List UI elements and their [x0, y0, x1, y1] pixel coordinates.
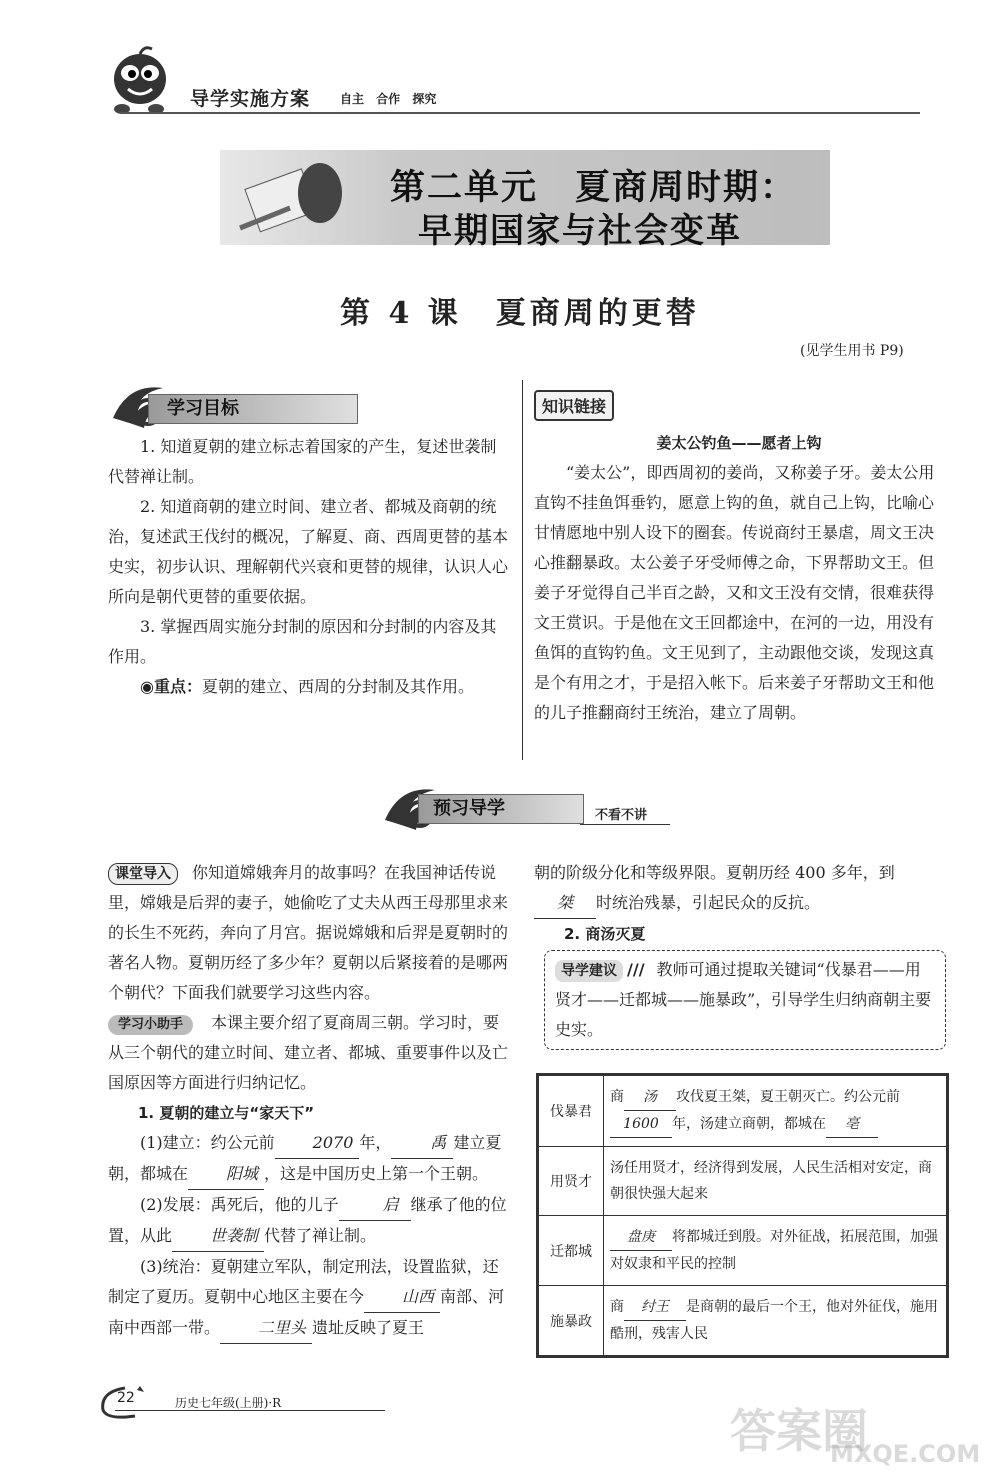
goals-list — [108, 432, 508, 702]
intro-paragraph — [108, 858, 508, 1008]
unit-title-line2: 早期国家与社会变革 — [418, 211, 742, 251]
key-point-label: ◉重点： — [140, 677, 202, 696]
answer-blank: 汤 — [624, 1084, 676, 1111]
goal-item: 3. 掌握西周实施分封制的原因和分封制的内容及其作用。 — [108, 617, 497, 666]
row-content: 盘庚 将都城迁到殷。对外征战，拓展范围，加强对奴隶和平民的控制 — [604, 1216, 947, 1286]
lesson-reference: (见学生用书 P9) — [800, 343, 904, 359]
shang-table — [536, 1073, 949, 1358]
knowledge-divider — [522, 380, 523, 760]
table-row — [539, 1147, 947, 1216]
lesson-title: 第 4 课 夏商周的更替 — [340, 296, 700, 331]
preview-banner-label: 预习导学 — [418, 794, 584, 824]
row-header: 迁都城 — [539, 1216, 604, 1286]
helper-paragraph — [108, 1008, 508, 1098]
answer-blank: 二里头 — [220, 1313, 312, 1344]
goal-item: 1. 知道夏朝的建立标志着国家的产生，复述世袭制代替禅让制。 — [108, 437, 497, 486]
knowledge-badge: 知识链接 — [534, 390, 614, 421]
watermark-logo: 答案圈 — [730, 1404, 868, 1458]
section1-p3: (3)统治：夏朝建立军队，制定刑法，设置监狱，还制定了夏历。夏朝中心地区主要在今 山西 南部、河南中西部一带。 二里头 遗址反映了夏王 — [108, 1252, 508, 1344]
helper-text: 本课主要介绍了夏商周三朝。学习时，要从三个朝代的建立时间、建立者、都城、重要事件以及亡国原因等方面进行归纳记忆。 — [108, 1013, 509, 1092]
header-divider — [120, 112, 920, 114]
answer-blank: 2070 — [275, 1128, 360, 1159]
section1-heading: 1. 夏朝的建立与“家天下” — [138, 1104, 315, 1122]
table-row — [539, 1286, 947, 1356]
answer-blank: 纣王 — [624, 1294, 686, 1321]
book-name: 历史七年级(上册)·R — [175, 1396, 282, 1410]
left-column — [108, 858, 508, 1344]
answer-blank: 山西 — [364, 1282, 440, 1313]
answer-blank: 禹 — [391, 1128, 453, 1159]
section1-p2: (2)发展：禹死后，他的儿子 启 继承了他的位置，从此 世袭制 代替了禅让制。 — [108, 1190, 508, 1252]
key-point-text: 夏朝的建立、西周的分封制及其作用。 — [201, 677, 474, 696]
suggestion-label: 导学建议 — [555, 960, 623, 982]
series-tagline: 自主 合作 探究 — [340, 92, 437, 106]
row-content: 商 纣王 是商朝的最后一个王，他对外征伐，施用酷刑，残害人民 — [604, 1286, 947, 1356]
helper-label: 学习小助手 — [108, 1015, 193, 1035]
section2-heading: 2. 商汤灭夏 — [564, 925, 646, 943]
answer-blank: 世袭制 — [172, 1221, 264, 1252]
section1-p1: (1)建立：约公元前 2070 年， 禹 建立夏朝，都城在 阳城 ，这是中国历史上第一个王朝。 — [108, 1128, 508, 1190]
preview-banner-sub: 不看不讲 — [595, 808, 648, 823]
answer-blank: 亳 — [826, 1111, 878, 1138]
footer-line — [115, 1410, 385, 1411]
knowledge-title: 姜太公钓鱼——愿者上钩 — [656, 434, 822, 452]
answer-blank: 桀 — [534, 888, 596, 919]
section1-continued: 朝的阶级分化和等级界限。夏朝历经 400 多年，到桀 时统治残暴，引起民众的反抗。 — [534, 858, 944, 919]
page-number: 22 — [117, 1390, 135, 1406]
intro-label: 课堂导入 — [108, 863, 178, 885]
goal-item: 2. 知道商朝的建立时间、建立者、都城及商朝的统治，复述武王伐纣的概况，了解夏、商、西周更替的基本史实，初步认识、理解朝代兴衰和更替的规律，认识人心所向是朝代更替的重要依据。 — [108, 497, 509, 606]
table-row — [539, 1076, 947, 1147]
intro-text: 你知道嫦娥奔月的故事吗？在我国神话传说里，嫦娥是后羿的妻子，她偷吃了丈夫从西王母那里求来的长生不死药，奔向了月宫。据说嫦娥和后羿是夏朝时的著名人物。夏朝历经了多少年？夏朝以后紧接着的是哪两个朝代？下面我们就要学习这些内容。 — [108, 863, 509, 1002]
preview-underline — [580, 824, 670, 825]
suggestion-text: 教师可通过提取关键词“伐暴君——用贤才——迁都城——施暴政”，引导学生归纳商朝主要史实。 — [555, 960, 932, 1039]
answer-blank: 盘庚 — [610, 1224, 672, 1251]
watermark-url: MXQE.COM — [830, 1440, 981, 1468]
row-content: 汤任用贤才，经济得到发展，人民生活相对安定，商朝很快强大起来 — [604, 1147, 947, 1216]
series-title: 导学实施方案 — [190, 88, 311, 110]
row-header: 伐暴君 — [539, 1076, 604, 1147]
answer-blank: 1600 — [610, 1111, 672, 1138]
row-header: 施暴政 — [539, 1286, 604, 1356]
suggestion-box — [544, 950, 946, 1050]
goals-banner-label: 学习目标 — [148, 394, 358, 424]
answer-blank: 启 — [339, 1190, 411, 1221]
right-column — [534, 858, 944, 949]
slash-icon: /// — [627, 960, 645, 979]
unit-title-line1: 第二单元 夏商周时期： — [390, 168, 798, 208]
key-point — [108, 672, 508, 702]
row-header: 用贤才 — [539, 1147, 604, 1216]
table-row — [539, 1216, 947, 1286]
sculpture-image-icon — [230, 158, 350, 238]
row-content: 商 汤 攻伐夏王桀，夏王朝灭亡。约公元前1600 年，汤建立商朝，都城在 亳 — [604, 1076, 947, 1147]
answer-blank: 阳城 — [188, 1159, 264, 1190]
knowledge-text: “姜太公”，即西周初的姜尚，又称姜子牙。姜太公用直钩不挂鱼饵垂钓，愿意上钩的鱼，就自己上钩，比喻心甘情愿地中别人设下的圈套。传说商纣王暴虐，周文王决心推翻暴政。太公姜子牙受师傅之命，下界帮助文王。但姜子牙觉得自己半百之龄，又和文王没有交情，很难获得文王赏识。于是他在文王回都途中，在河的一边，用没有鱼饵的直钩钓鱼。文王见到了，主动跟他交谈，发现这真是个有用之才，于是招入帐下。后来姜子牙帮助文王和他的儿子推翻商纣王统治，建立了周朝。 — [534, 463, 935, 722]
